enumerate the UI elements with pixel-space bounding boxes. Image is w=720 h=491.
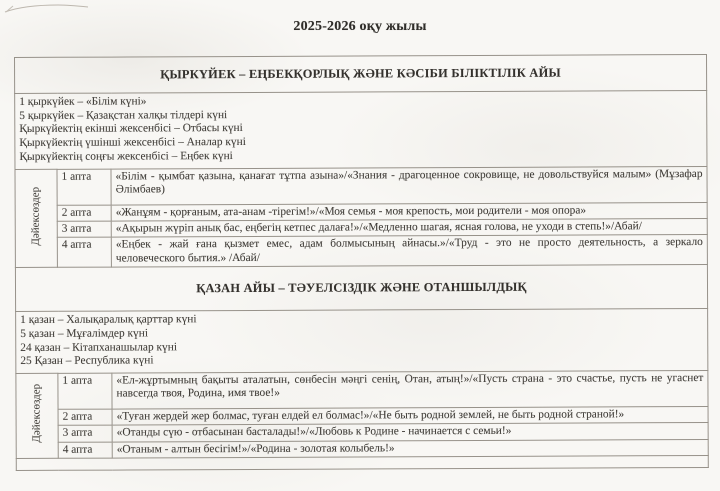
week-cell: 4 апта bbox=[57, 237, 111, 267]
month-header-october: ҚАЗАН АЙЫ – ТӘУЕЛСІЗДІК ЖӘНЕ ОТАНШЫЛДЫҚ bbox=[15, 265, 707, 312]
quote-cell: «Еңбек - жай ғана қызмет емес, адам болмысының айнасы.»/«Труд - это не просто деятельность, а зеркало человеческого бытия.» /Абай/ bbox=[111, 235, 707, 267]
october-dates-cell bbox=[16, 309, 708, 374]
quote-row bbox=[16, 370, 708, 409]
week-cell: 1 апта bbox=[58, 373, 112, 409]
date-line: Қыркүйектің соңғы жексенбісі – Еңбек күні bbox=[19, 149, 233, 163]
month-header-row-september bbox=[15, 54, 707, 93]
date-line: 25 Қазан – Республика күні bbox=[20, 354, 154, 368]
date-line: Қыркүйектің үшінші жексенбісі – Аналар күні bbox=[19, 136, 246, 150]
quote-cell: «Отанды сүю - отбасынан басталады!»/«Любовь к Родине - начинается с семьи!» bbox=[112, 423, 708, 442]
calendar-table bbox=[14, 54, 709, 471]
quotes-label-cell-september bbox=[15, 169, 57, 268]
quotes-label-vertical: Дәйексөздер bbox=[29, 186, 42, 246]
week-cell: 2 апта bbox=[57, 205, 111, 222]
quotes-label-cell-october bbox=[16, 373, 58, 458]
week-cell: 3 апта bbox=[58, 425, 112, 442]
dates-row-october bbox=[16, 309, 708, 374]
date-line: 5 қыркүйек – Қазақстан халқы тілдері күні bbox=[19, 108, 228, 122]
empty-cell bbox=[16, 456, 708, 471]
dates-row-september bbox=[15, 90, 707, 169]
week-cell: 2 апта bbox=[58, 409, 112, 426]
date-line: Қыркүйектің екінші жексенбісі – Отбасы күні bbox=[19, 122, 243, 136]
week-cell: 1 апта bbox=[57, 169, 111, 205]
quote-cell: «Ақырын жүріп анық бас, еңбегің кетпес далаға!»/«Медленно шагая, ясная голова, не уходи в степь!»/Абай/ bbox=[111, 218, 707, 237]
september-dates-cell bbox=[15, 90, 707, 169]
scan-artifact-mark bbox=[2, 2, 92, 16]
date-line: 24 қазан – Кітапханашылар күні bbox=[20, 340, 177, 354]
quote-cell: «Туған жердей жер болмас, туған елдей ел болмас!»/«Не быть родной землей, не быть родной страной!» bbox=[112, 406, 708, 425]
date-line: 1 қазан – Халықаралық қарттар күні bbox=[20, 313, 197, 327]
month-header-september: ҚЫРКҮЙЕК – ЕҢБЕКҚОРЛЫҚ ЖӘНЕ КӘСІБИ БІЛІКТІЛІК АЙЫ bbox=[15, 54, 707, 93]
week-cell: 3 апта bbox=[57, 221, 111, 238]
quote-row bbox=[15, 166, 707, 205]
month-header-row-october bbox=[15, 265, 707, 312]
page-title: 2025-2026 оқу жылы bbox=[293, 19, 427, 34]
empty-row bbox=[16, 456, 708, 471]
date-line: 5 қазан – Мұғалімдер күні bbox=[20, 327, 149, 340]
quote-cell: «Отаным - алтын бесігім!»/«Родина - золотая колыбель!» bbox=[112, 439, 708, 458]
week-cell: 4 апта bbox=[58, 442, 112, 459]
date-line: 1 қыркүйек – «Білім күні» bbox=[19, 95, 147, 108]
quote-cell: «Ел-жұртымның бақыты аталатын, сөнбесін мәңгі сенің, Отан, атың!»/«Пусть страна - это счастье, пусть не угаснет навсегда твоя, Родина, имя твое!» bbox=[112, 370, 708, 409]
quote-row bbox=[15, 235, 707, 268]
quote-cell: «Жанұям - қорғаным, ата-анам -тірегім!»/«Моя семья - моя крепость, мои родители - моя опора» bbox=[111, 202, 707, 221]
quotes-label-vertical: Дәйексөздер bbox=[30, 384, 43, 444]
quote-cell: «Білім - қымбат қазына, қанағат тұтпа азына»/«Знания - драгоценное сокровище, не довольствуйся малым» (Мұзафар Әлімбаев) bbox=[111, 166, 707, 205]
